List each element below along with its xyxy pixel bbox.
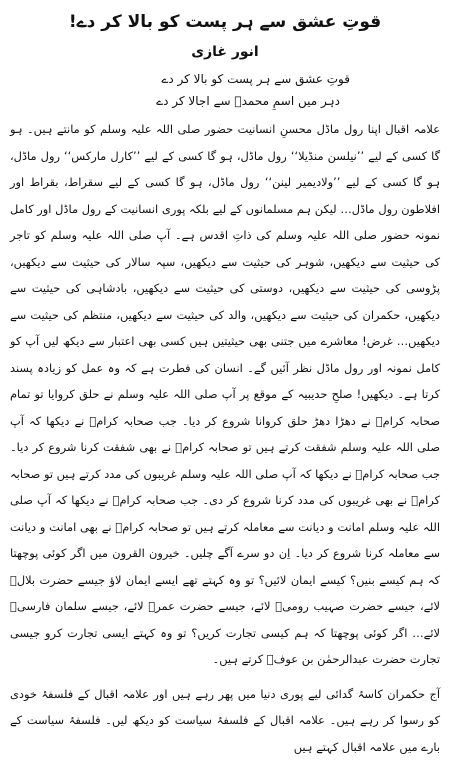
verse-line-2: دہر میں اسمِ محمدؐ سے اجالا کر دے [10, 90, 340, 112]
author-name: انور غازی [10, 40, 440, 64]
paragraph-2: آج حکمران کاسۂ گدائی لیے پوری دنیا میں پھر رہے ہیں اور علامہ اقبال کے فلسفۂ خودی کو رسوا کر رہے ہیں۔ علامہ اقبال کے فلسفۂ سیاست کو دیکھ لیں۔ فلسفۂ سیاست کے بارے میں علامہ اقبال کہتے ہیں [10, 681, 440, 760]
verse-line-1: قوتِ عشق سے ہر پست کو بالا کر دے [10, 68, 350, 90]
paragraph-1: علامہ اقبال اپنا رول ماڈل محسنِ انسانیت حضور صلی اللہ علیہ وسلم کو مانتے ہیں۔ ہو گا کسی کے لیے ’’نیلسن منڈیلا‘‘ رول ماڈل، ہو گا کسی کے لیے ’’کارل مارکس‘‘ رول ماڈل، ہو گا کسی کے لیے ’’ولادیمیر لینن‘‘ رول ماڈل، ہو گا کسی کے لیے سقراط، بقراط اور افلاطون رول ماڈل… لیکن ہم مسلمانوں کے لیے بلکہ پوری انسانیت کے رول ماڈل اور کامل نمونہ حضور صلی اللہ علیہ وسلم کی ذاتِ اقدس ہے۔ آپ صلی اللہ علیہ وسلم کو تاجر کی حیثیت سے دیکھیں، شوہر کی حیثیت سے دیکھیں، سپہ سالار کی حیثیت سے دیکھیں، پڑوسی کی حیثیت سے دیکھیں، دوستی کی حیثیت سے دیکھیں، بادشاہی کی حیثیت سے دیکھیں، حکمران کی حیثیت سے دیکھیں، والد کی حیثیت سے دیکھیں، منتظم کی حیثیت سے دیکھیں… غرض! معاشرے میں جتنی بھی حیثیتیں ہیں کسی بھی اعتبار سے دیکھ لیں آپ کو کامل نمونہ اور رول ماڈل نظر آئیں گے۔ انسان کی فطرت ہے کہ وہ عمل کو زیادہ پسند کرتا ہے۔ دیکھیں! صلحِ حدیبیہ کے موقع پر آپ صلی اللہ علیہ وسلم نے حلق کروایا تو تمام صحابہ کرامؓ نے دھڑا دھڑ حلق کروانا شروع کر دیا۔ جب صحابہ کرامؓ نے دیکھا کہ آپ صلی اللہ علیہ وسلم شفقت کرتے ہیں تو صحابہ کرامؓ نے بھی شفقت کرنا شروع کر دیا۔ جب صحابہ کرامؓ نے دیکھا کہ آپ صلی اللہ علیہ وسلم غریبوں کی مدد کرتے ہیں تو صحابہ کرامؓ نے بھی غریبوں کی مدد کرنا شروع کر دی۔ جب صحابہ کرامؓ نے دیکھا کہ آپ صلی اللہ علیہ وسلم امانت و دیانت سے معاملہ کرتے ہیں تو صحابہ کرامؓ نے بھی امانت و دیانت سے معاملہ کرنا شروع کر دیا۔ اِن دو سرے آگے چلیں۔ خیرون القرون میں اگر کوئی پوچھتا کہ ہم کیسے بنیں؟ کیسے ایمان لائیں؟ تو وہ کہتے تھے ایسے ایمان لاؤ جیسے حضرت بلالؓ لائے، جیسے حضرت صہیب رومیؓ لائے، جیسے حضرت عمرؓ لائے، جیسے سلمان فارسیؓ لائے… اگر کوئی پوچھتا کہ ہم کیسی تجارت کریں؟ تو وہ کہتے ایسی تجارت کرو جیسی تجارت حضرت عبدالرحمٰن بن عوفؓ کرتے ہیں۔ [10, 116, 440, 673]
article-headline: قوتِ عشق سے ہر پست کو بالا کر دے! [10, 8, 440, 36]
